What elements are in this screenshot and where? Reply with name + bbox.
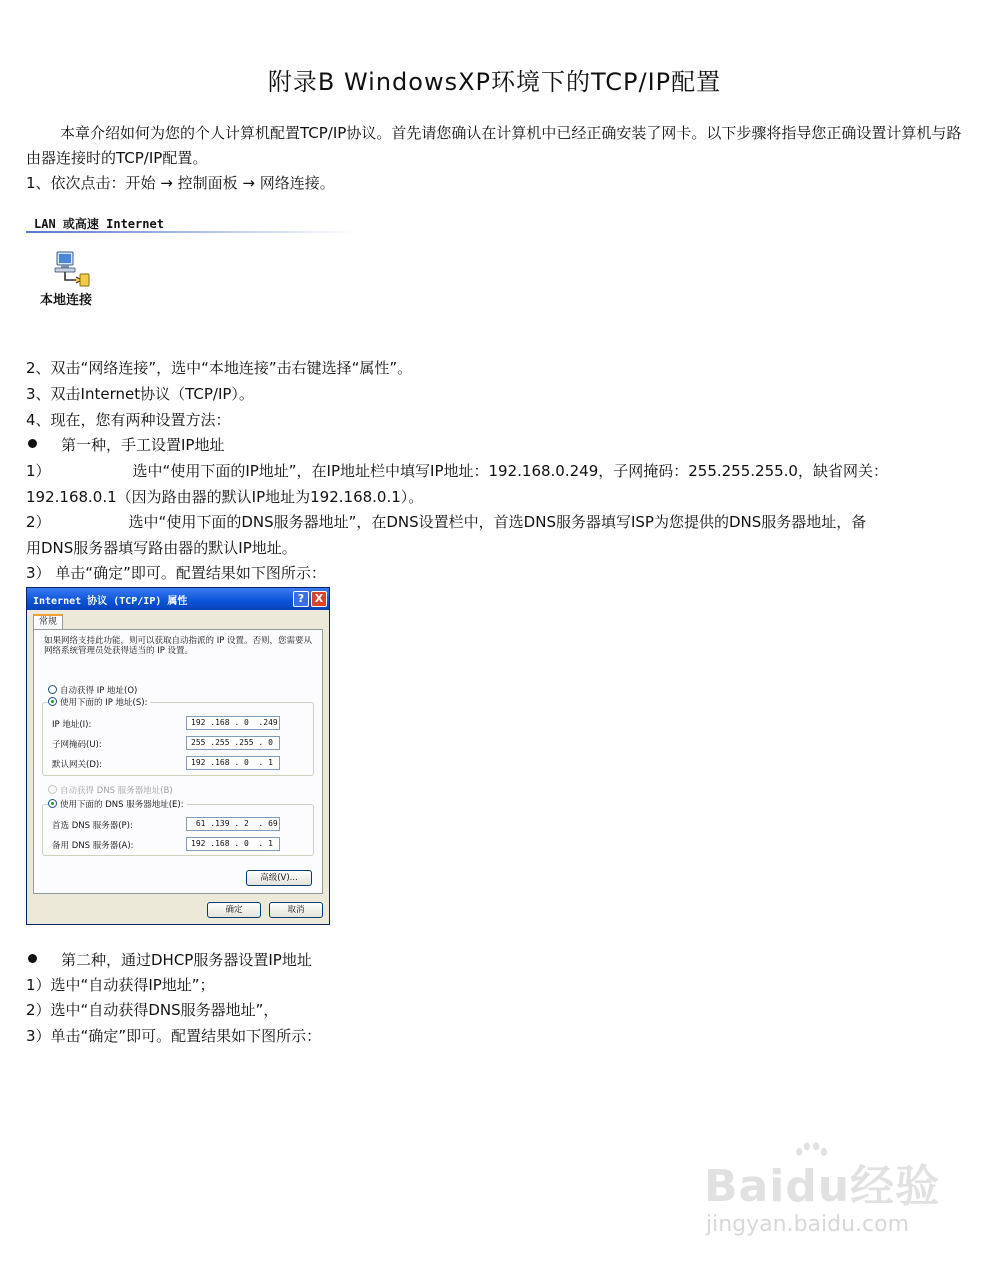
step-4: 4、现在，您有两种设置方法： [26,411,231,429]
ip-address-field[interactable]: 192 .168 . 0 .249 [186,716,280,730]
close-icon[interactable]: X [311,591,327,607]
use-ip-radio[interactable] [48,696,150,708]
general-panel [33,629,323,894]
alternate-dns-field[interactable]: 192 .168 . 0 . 1 [186,837,280,851]
preferred-dns-label: 首选 DNS 服务器(P): [52,821,133,831]
auto-ip-radio[interactable] [48,684,137,696]
use-ip-label: 使用下面的 IP 地址(S): [60,698,148,708]
method-1-item-1 [26,459,888,484]
lan-header-underline [26,231,356,233]
gateway-label: 默认网关(D): [52,760,103,770]
method-1-heading-text: 第一种，手工设置IP地址 [61,436,225,454]
network-connection-icon[interactable] [52,250,92,288]
item-text: 选中“使用下面的DNS服务器地址”，在DNS设置栏中，首选DNS服务器填写ISP为您提供的DNS服务器地址，备 [128,513,867,531]
ok-button[interactable]: 确定 [207,902,261,918]
subnet-mask-label: 子网掩码(U): [52,740,102,750]
step-2: 2、双击“网络连接”，选中“本地连接”击右键选择“属性”。 [26,359,413,377]
method-2-heading-text: 第二种，通过DHCP服务器设置IP地址 [61,951,312,969]
lan-section-header [26,213,356,233]
method-1-item-3: 3） 单击“确定”即可。配置结果如下图所示： [26,564,326,582]
tcpip-properties-dialog [26,587,330,925]
auto-dns-label: 自动获得 DNS 服务器地址(B) [60,786,173,796]
method-2-heading [26,948,312,973]
step-1: 1、依次点击：开始 → 控制面板 → 网络连接。 [26,174,335,192]
method-1-item-2 [26,510,866,535]
method-1-item-1-cont: 192.168.0.1（因为路由器的默认IP地址为192.168.0.1）。 [26,488,424,506]
subnet-mask-field[interactable]: 255 .255 .255 . 0 [186,736,280,750]
step-3: 3、双击Internet协议（TCP/IP）。 [26,385,254,403]
intro-paragraph: 本章介绍如何为您的个人计算机配置TCP/IP协议。首先请您确认在计算机中已经正确安装了网卡。以下步骤将指导您正确设置计算机与路由器连接时的TCP/IP配置。 [26,124,962,167]
preferred-dns-field[interactable]: 61 .139 . 2 . 69 [186,817,280,831]
method-2-item-1: 1）选中“自动获得IP地址”； [26,976,215,994]
item-number: 1） [26,462,51,480]
alternate-dns-label: 备用 DNS 服务器(A): [52,841,134,851]
item-number: 2） [26,513,51,531]
use-dns-label: 使用下面的 DNS 服务器地址(E): [60,800,184,810]
advanced-button[interactable]: 高级(V)... [246,870,312,886]
bullet-icon [28,954,37,963]
dialog-title: Internet 协议 (TCP/IP) 属性 [33,596,188,607]
lan-header-text: LAN 或高速 Internet [34,217,164,231]
gateway-field[interactable]: 192 .168 . 0 . 1 [186,756,280,770]
method-2-item-3: 3）单击“确定”即可。配置结果如下图所示： [26,1027,322,1045]
radio-off-icon [48,685,57,694]
radio-disabled-icon [48,785,57,794]
help-icon[interactable]: ? [293,591,309,607]
auto-ip-label: 自动获得 IP 地址(O) [60,686,138,696]
dialog-description: 如果网络支持此功能，则可以获取自动指派的 IP 设置。否则，您需要从网络系统管理员处获得适当的 IP 设置。 [44,636,313,656]
cancel-button[interactable]: 取消 [269,902,323,918]
method-2-item-2: 2）选中“自动获得DNS服务器地址”， [26,1001,279,1019]
radio-on-icon [48,799,57,808]
method-1-item-2-cont: 用DNS服务器填写路由器的默认IP地址。 [26,539,297,557]
auto-dns-radio[interactable] [48,784,173,796]
page-title: 附录B WindowsXP环境下的TCP/IP配置 [267,68,722,96]
dialog-titlebar[interactable] [27,588,329,610]
lan-icon-label: 本地连接 [40,293,93,308]
bullet-icon [28,439,37,448]
tab-general[interactable]: 常规 [33,614,63,630]
watermark-url: jingyan.baidu.com [706,1212,910,1237]
method-1-heading [26,433,224,458]
radio-on-icon [48,697,57,706]
ip-address-label: IP 地址(I): [52,720,92,730]
use-dns-radio[interactable] [48,798,187,810]
watermark-logo: Baidu经验 [704,1161,941,1212]
item-text: 选中“使用下面的IP地址”，在IP地址栏中填写IP地址：192.168.0.249，子网掩码：255.255.255.0，缺省网关： [132,462,888,480]
